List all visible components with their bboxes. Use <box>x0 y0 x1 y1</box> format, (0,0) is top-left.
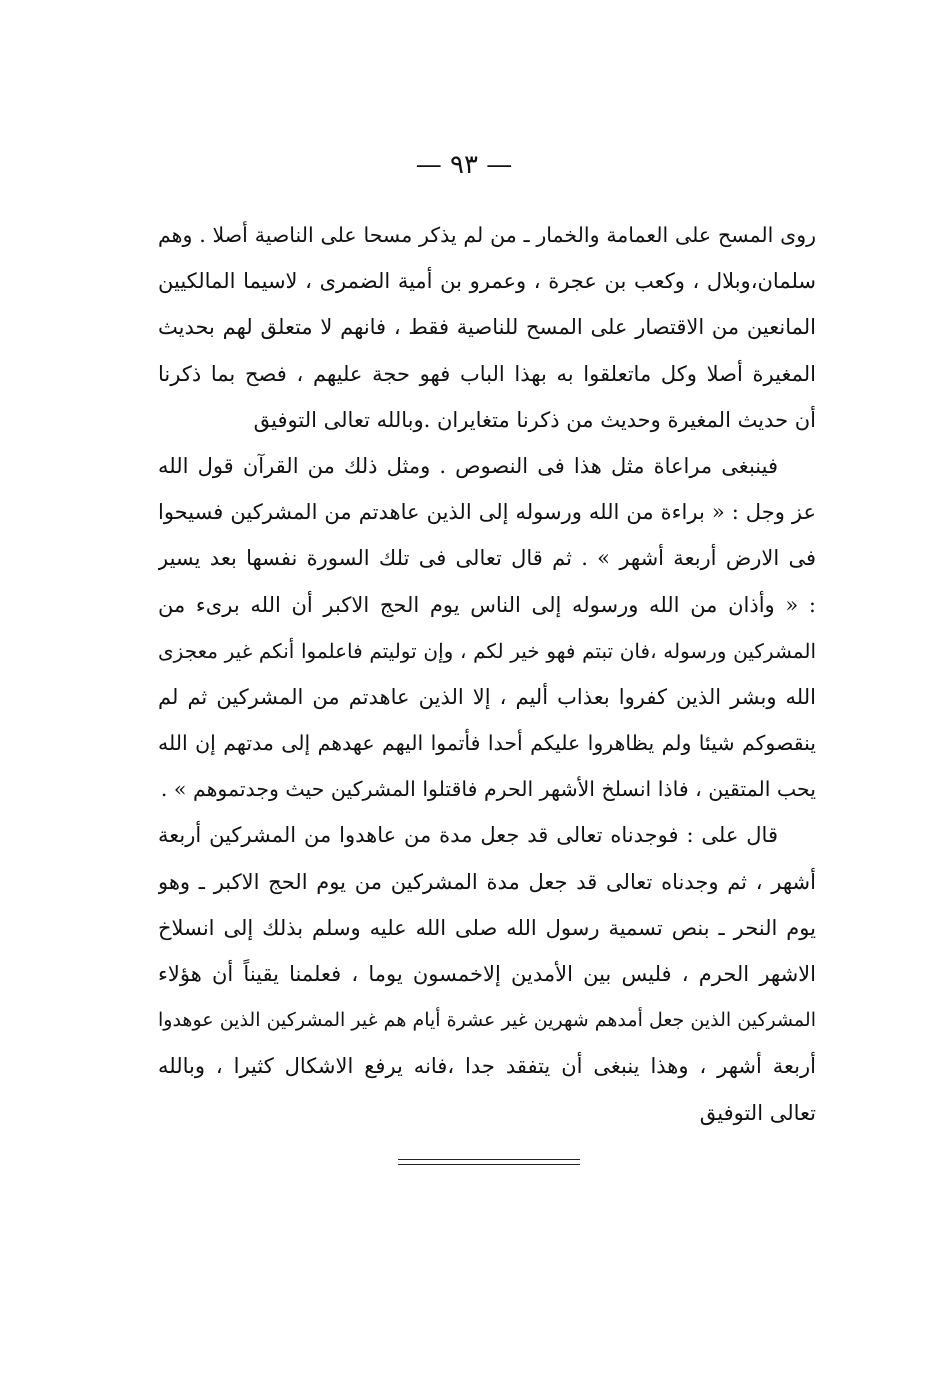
body-text <box>158 212 816 1136</box>
text-line: المغيرة أصلا وكل ماتعلقوا به بهذا الباب فهو حجة عليهم ، فصح بما ذكرنا <box>158 361 816 386</box>
text-line: عز وجل : « براءة من الله ورسوله إلى الذين عاهدتم من المشركين فسيحوا <box>158 500 816 525</box>
text-line: قال على : فوجدناه تعالى قد جعل مدة من عاهدوا من المشركين أربعة <box>158 823 778 848</box>
text-line: : « وأذان من الله ورسوله إلى الناس يوم الحج الاكبر أن الله برىء من <box>158 592 816 617</box>
paragraph-2 <box>158 443 816 813</box>
end-divider <box>398 1159 580 1165</box>
text-line: تعالى التوفيق <box>699 1100 816 1125</box>
text-line: سلمان،وبلال ، وكعب بن عجرة ، وعمرو بن أمية الضمرى ، لاسيما المالكيين <box>158 269 816 294</box>
text-line: فى الارض أربعة أشهر » . ثم قال تعالى فى تلك السورة نفسها بعد يسير <box>158 546 816 571</box>
text-line: المشركين ورسوله ،فان تبتم فهو خير لكم ، وإن توليتم فاعلموا أنكم غير معجزى <box>158 638 816 663</box>
text-line: الاشهر الحرم ، فليس بين الأمدين إلاخمسون يوما ، فعلمنا يقيناً أن هؤلاء <box>158 962 816 986</box>
text-line: أربعة أشهر ، وهذا ينبغى أن يتفقد جدا ،فانه يرفع الاشكال كثيرا ، وبالله <box>158 1054 816 1079</box>
paragraph-3 <box>158 812 816 1135</box>
text-line: أن حديث المغيرة وحديث من ذكرنا متغايران .وبالله تعالى التوفيق <box>253 407 816 432</box>
text-line: يحب المتقين ، فاذا انسلخ الأشهر الحرم فاقتلوا المشركين حيث وجدتموهم » . <box>160 777 816 802</box>
text-line: المشركين الذين جعل أمدهم شهرين غير عشرة أيام هم غير المشركين الذين عوهدوا <box>158 1009 816 1032</box>
text-line: أشهر ، ثم وجدناه تعالى قد جعل مدة المشركين من يوم الحج الاكبر ـ وهو <box>158 869 816 894</box>
page-number: — ٩٣ — <box>415 150 513 180</box>
paragraph-1 <box>158 212 816 443</box>
text-line: الله وبشر الذين كفروا بعذاب أليم ، إلا الذين عاهدتم من المشركين ثم لم <box>158 684 816 709</box>
text-line: ينقصوكم شيئا ولم يظاهروا عليكم أحدا فأتموا اليهم عهدهم إلى مدتهم إن الله <box>158 731 816 756</box>
text-line: المانعين من الاقتصار على المسح للناصية فقط ، فانهم لا متعلق لهم بحديث <box>158 315 816 340</box>
text-line: يوم النحر ـ بنص تسمية رسول الله صلى الله عليه وسلم بذلك إلى انسلاخ <box>158 915 816 940</box>
text-line: روى المسح على العمامة والخمار ـ من لم يذكر مسحا على الناصية أصلا . وهم <box>158 223 816 247</box>
text-line: فينبغى مراعاة مثل هذا فى النصوص . ومثل ذلك من القرآن قول الله <box>158 453 778 478</box>
